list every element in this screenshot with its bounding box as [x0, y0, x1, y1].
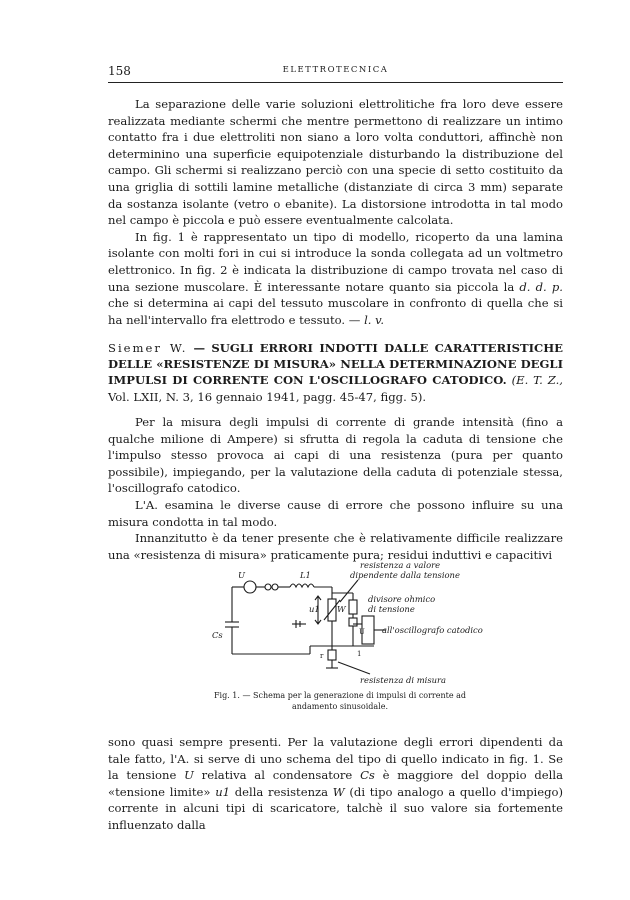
- intro-paragraph-1: La separazione delle varie soluzioni elettrolitiche fra loro deve essere realizzata mediante schermi che mentre permettono di realizzare un intimo contatto fra i due elettroliti non siano a loro volta conduttori, affinchè non determinino una superficie equipotenziale disturbando la distribuzione del campo. Gli schermi si realizzano perciò con una specie di setto costituito da una griglia di sottili lamine metalliche (distanziate di circa 3 mm) separate da sostanza isolante (vetro o ebanite). La distorsione introdotta in tal modo nel campo è piccola e può essere eventualmente calcolata.: [108, 97, 563, 228]
- article-citation: Vol. LXII, N. 3, 16 gennaio 1941, pagg. 45-47, figg. 5).: [108, 389, 427, 404]
- figure-caption: Fig. 1. — Schema per la generazione di impulsi di corrente ad andamento sinusoidale.: [213, 691, 467, 711]
- author-initials: l. v.: [364, 312, 385, 327]
- label-W: W: [337, 604, 346, 614]
- label-one: 1: [357, 650, 362, 658]
- continuation-paragraph: sono quasi sempre presenti. Per la valutazione degli errori dipendenti da tale fatto, l'A. si serve di uno schema del tipo di quello indicato in fig. 1. Se la tensione U relativa al condensatore Cs è maggiore del doppio della «tensione limite» u1 della resistenza W (di tipo analogo a quello d'impiego) corrente in alcuni tipi di scaricatore, talchè il suo valore sia fortemente influenzato dalla: [108, 735, 564, 832]
- label-divider-2: di tensione: [368, 604, 415, 614]
- generator-circle: [244, 581, 256, 593]
- label-U: U: [238, 570, 246, 580]
- label-divider-1: divisore ohmico: [368, 594, 436, 604]
- article-source: (E. T. Z.,: [511, 373, 563, 388]
- label-oscillograph: all'oscillografo catodico: [382, 625, 483, 635]
- intro-text: [108, 96, 563, 328]
- label-Cs: Cs: [212, 630, 223, 640]
- label-L1: L1: [300, 570, 311, 580]
- label-varistor-2: dipendente dalla tensione: [350, 570, 460, 580]
- body-paragraph-2: L'A. esamina le diverse cause di errore che possono influire su una misura condotta in tal modo.: [108, 497, 563, 529]
- circuit-diagram: [210, 558, 483, 688]
- page-number: 158: [108, 64, 131, 78]
- article-author: Siemer W.: [108, 341, 188, 355]
- measuring-resistor: [328, 650, 336, 660]
- article-body: [108, 414, 563, 563]
- page-header: [108, 64, 563, 80]
- ddp-abbrev: d. d. p.: [519, 279, 563, 294]
- body-paragraph-3: Innanzitutto è da tener presente che è relativamente difficile realizzare una «resistenza di misura» praticamente pura; residui induttivi e capacitivi: [108, 531, 563, 562]
- label-varistor-1: resistenza a valore: [360, 560, 441, 570]
- label-U-small: U: [359, 628, 365, 636]
- label-u1: u1: [309, 604, 320, 614]
- article-title: — SUGLI ERRORI INDOTTI DALLE CARATTERISTICHE DELLE «RESISTENZE DI MISURA» NELLA DETERMINAZIONE DEGLI IMPULSI DI CORRENTE CON L'OSCILLOGRAFO CATODICO.: [108, 341, 564, 388]
- article-heading: [108, 340, 563, 405]
- figure-1: [210, 558, 483, 688]
- body-paragraph-1: Per la misura degli impulsi di corrente di grande intensità (fino a qualche milione di Ampere) si sfrutta di regola la caduta di tensione che l'impulso stesso provoca ai capi di una resistenza (pura per quanto possibile), impiegando, per la valutazione della caduta di potenziale stessa, l'oscillografo catodico.: [108, 415, 563, 496]
- label-r: r: [320, 652, 324, 660]
- continuation-text: [108, 734, 563, 834]
- header-rule: [108, 82, 563, 83]
- label-measuring-resistor: resistenza di misura: [360, 675, 447, 685]
- intro-paragraph-2: In fig. 1 è rappresentato un tipo di modello, ricoperto da una lamina isolante con molti fori in cui si introduce la sonda collegata ad un voltmetro elettronico. In fig. 2 è indicata la distribuzione di campo trovata nel caso di una sezione muscolare. È interessante notare quanto sia piccola la d. d. p. che si determina ai capi del tessuto muscolare in confronto di quella che si ha nell'intervallo fra elettrodo e tessuto. — l. v.: [108, 229, 563, 327]
- running-title: ELETTROTECNICA: [282, 65, 389, 75]
